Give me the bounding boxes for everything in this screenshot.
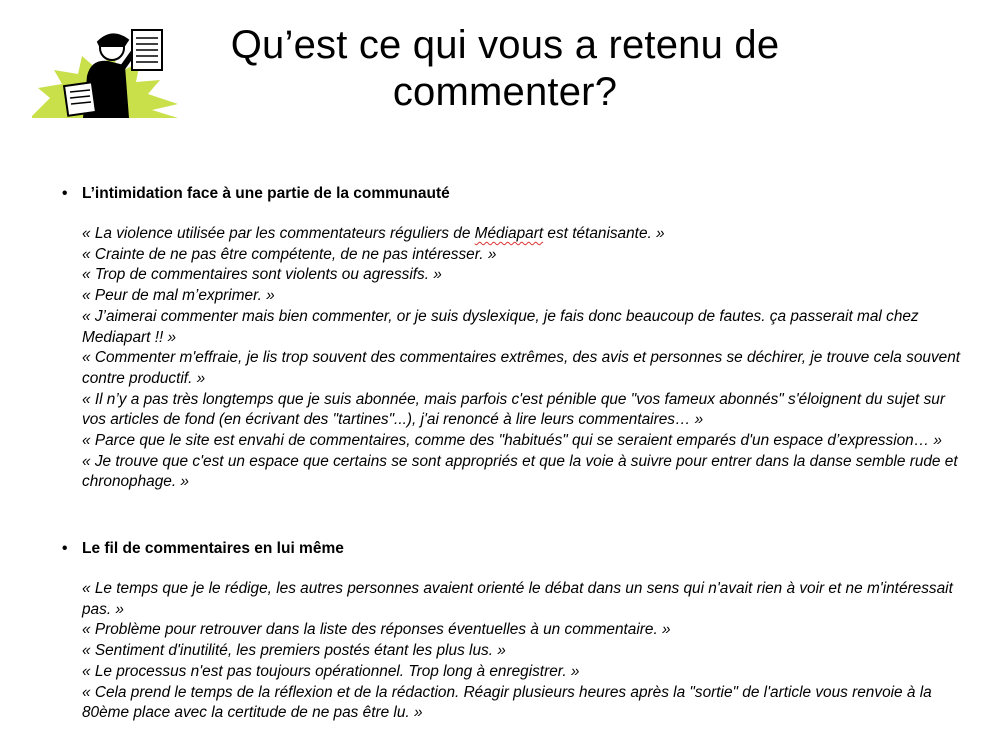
quote-item <box>82 307 962 348</box>
section-heading-text: Le fil de commentaires en lui même <box>82 540 344 557</box>
quote-item <box>82 348 962 389</box>
section-heading <box>62 539 962 559</box>
quote-text: « Peur de mal m’exprimer. » <box>82 287 275 305</box>
quote-text: « La violence utilisée par les commentateurs réguliers de <box>82 225 475 242</box>
quote-item <box>82 224 962 245</box>
quote-item <box>82 662 962 683</box>
quote-text: « Je trouve que c'est un espace que certains se sont appropriés et que la voie à suivre pour entrer dans la danse semble rude et chronophage. » <box>82 452 958 491</box>
quote-text: « Problème pour retrouver dans la liste des réponses éventuelles à un commentaire. » <box>82 621 671 639</box>
quote-text: est tétanisante. » <box>543 225 665 242</box>
quote-item <box>82 579 962 620</box>
quote-text: « J’aimerai commenter mais bien commenter, or je suis dyslexique, je fais donc beaucoup de fautes. ça passerait mal chez Mediapart !! » <box>82 307 919 346</box>
section-comment-thread <box>62 539 962 724</box>
quote-item <box>82 390 962 431</box>
quote-text: « Le temps que je le rédige, les autres personnes avaient orienté le débat dans un sens qui n'avait rien à voir et ne m'intéressait pas. » <box>82 580 953 618</box>
section-intimidation <box>62 184 962 493</box>
quote-item <box>82 683 962 724</box>
quote-text: « Sentiment d'inutilité, les premiers postés étant les plus lus. » <box>82 642 506 660</box>
quote-text: « Trop de commentaires sont violents ou agressifs. » <box>82 266 442 284</box>
quote-list <box>82 224 962 493</box>
quote-text: « Le processus n'est pas toujours opérationnel. Trop long à enregistrer. » <box>82 662 580 680</box>
quote-item <box>82 286 962 307</box>
quote-text: « Crainte de ne pas être compétente, de ne pas intéresser. » <box>82 245 497 263</box>
section-heading-text: L’intimidation face à une partie de la communauté <box>82 185 450 202</box>
section-heading <box>62 184 962 204</box>
quote-item <box>82 452 962 493</box>
quote-list <box>82 579 962 724</box>
quote-text: « Cela prend le temps de la réflexion et de la rédaction. Réagir plusieurs heures après la "sortie" de l'article vous renvoie à la 80ème place avec la certitude de ne pas être lu. » <box>82 683 932 722</box>
quote-text: « Il n’y a pas très longtemps que je suis abonnée, mais parfois c'est pénible que "vos fameux abonnés" s'éloignent du sujet sur vos articles de fond (en écrivant des "tartines"...), j'ai renoncé à lire leurs commentaires… » <box>82 390 945 429</box>
page-title: Qu’est ce qui vous a retenu de commenter? <box>230 23 780 114</box>
bullet-icon: • <box>62 185 68 202</box>
quote-text: « Commenter m'effraie, je lis trop souvent des commentaires extrêmes, des avis et personnes se déchirer, je trouve cela souvent contre productif. » <box>82 349 961 387</box>
quote-item <box>82 245 962 266</box>
quote-item <box>82 265 962 286</box>
spellcheck-word: Médiapart <box>474 225 544 242</box>
quote-item <box>82 620 962 641</box>
quote-item <box>82 641 962 662</box>
bullet-icon: • <box>62 540 68 557</box>
quote-item <box>82 431 962 452</box>
quote-text: « Parce que le site est envahi de commentaires, comme des "habitués" qui se seraient emparés d'un espace d’expression… » <box>82 432 942 450</box>
